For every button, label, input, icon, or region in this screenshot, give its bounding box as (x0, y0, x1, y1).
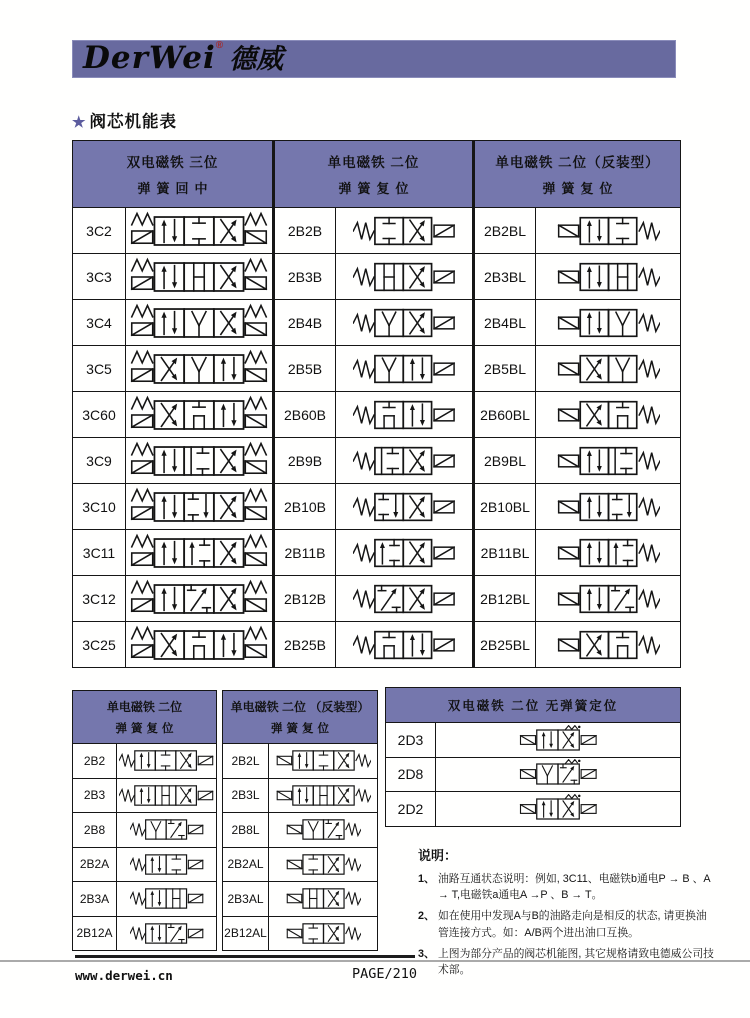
group-header-line1: 单电磁铁 二位 (327, 155, 420, 170)
valve-symbol-cell (126, 622, 274, 668)
valve-symbol-2B9BL-icon (557, 441, 660, 481)
valve-code-cell: 2B25BL (474, 622, 536, 668)
group-header-line2: 弹簧复位 (542, 181, 619, 196)
valve-symbol-2B11B-icon (353, 533, 456, 573)
valve-code-cell: 2B11BL (474, 530, 536, 576)
spool-function-table (72, 140, 681, 668)
notes-heading: 说明： (418, 848, 458, 863)
group-header-line1: 单电磁铁 二位 （反装型） (230, 700, 370, 714)
valve-symbol-cell (126, 438, 274, 484)
star-icon: ★ (72, 114, 87, 131)
valve-symbol-cell (536, 208, 681, 254)
section-title (72, 108, 177, 132)
valve-code-cell: 2B4BL (474, 300, 536, 346)
valve-symbol-2B8L-icon (286, 815, 361, 844)
note-number: 3、 (418, 947, 435, 960)
valve-symbol-2B25BL-icon (557, 625, 660, 665)
valve-symbol-cell (536, 622, 681, 668)
valve-symbol-2B8-icon (130, 815, 204, 844)
valve-code-cell: 2B60BL (474, 392, 536, 438)
group-header (73, 141, 274, 208)
valve-symbol-cell (536, 254, 681, 300)
valve-symbol-2B12BL-icon (557, 579, 660, 619)
valve-symbol-cell (536, 530, 681, 576)
group-header-line2: 弹簧复位 (115, 723, 178, 735)
valve-symbol-2B4B-icon (353, 303, 456, 343)
group-header-line1: 单电磁铁 二位（反装型） (495, 155, 660, 170)
valve-symbol-2D8-icon (519, 759, 597, 789)
valve-symbol-cell (126, 392, 274, 438)
valve-symbol-cell (336, 484, 474, 530)
valve-symbol-cell (126, 530, 274, 576)
valve-symbol-2B25B-icon (353, 625, 456, 665)
brand-chinese-text: 德威 (229, 44, 284, 75)
valve-symbol-cell (336, 300, 474, 346)
valve-symbol-3C5-icon (130, 348, 268, 390)
valve-symbol-2B10B-icon (353, 487, 456, 527)
valve-symbol-cell (336, 622, 474, 668)
valve-code-cell: 3C4 (73, 300, 126, 346)
valve-symbol-cell (117, 813, 217, 848)
valve-symbol-cell (536, 300, 681, 346)
valve-symbol-cell (336, 530, 474, 576)
valve-symbol-2B2L-icon (276, 746, 371, 775)
valve-code-cell: 2D3 (386, 723, 436, 758)
brand-script-text: DerWei (83, 40, 216, 76)
valve-code-cell: 2B3B (274, 254, 336, 300)
valve-symbol-cell (336, 392, 474, 438)
valve-symbol-2B2B-icon (353, 211, 456, 251)
single-solenoid-table-wrap (72, 690, 217, 951)
group-header (73, 691, 217, 744)
valve-symbol-cell (126, 300, 274, 346)
note-number: 2、 (418, 910, 435, 923)
valve-symbol-3C4-icon (130, 302, 268, 344)
valve-symbol-cell (117, 744, 217, 779)
note-text: 油路互通状态说明：例如, 3C11、电磁铁b通电P → B 、A → T,电磁铁a通电A →P 、B → T。 (438, 873, 710, 902)
valve-symbol-2B2AL-icon (286, 850, 361, 879)
valve-symbol-cell (536, 346, 681, 392)
note-text: 上图为部分产品的阀芯机能图, 其它规格请致电德威公司技术部。 (438, 947, 714, 976)
double-solenoid-detent-table-wrap (385, 687, 681, 827)
valve-symbol-2B3B-icon (353, 257, 456, 297)
valve-code-cell: 3C60 (73, 392, 126, 438)
valve-code-cell: 2D2 (386, 792, 436, 827)
valve-symbol-2B11BL-icon (557, 533, 660, 573)
valve-symbol-3C3-icon (130, 256, 268, 298)
valve-symbol-3C9-icon (130, 440, 268, 482)
group-header-line2: 弹簧回中 (137, 181, 214, 196)
valve-code-cell: 2B8L (223, 813, 269, 848)
group-header (474, 141, 681, 208)
valve-symbol-cell (436, 723, 681, 758)
valve-symbol-3C12-icon (130, 578, 268, 620)
valve-code-cell: 2B60B (274, 392, 336, 438)
valve-code-cell: 2B2AL (223, 847, 269, 882)
valve-symbol-cell (269, 847, 378, 882)
valve-code-cell: 2B2A (73, 847, 117, 882)
valve-code-cell: 3C11 (73, 530, 126, 576)
valve-symbol-2B12AL-icon (286, 919, 361, 948)
valve-code-cell: 2B3L (223, 778, 269, 813)
valve-symbol-2B60B-icon (353, 395, 456, 435)
single-solenoid-rev-table (222, 690, 378, 951)
valve-symbol-2B60BL-icon (557, 395, 660, 435)
valve-code-cell: 2B2BL (474, 208, 536, 254)
single-solenoid-table (72, 690, 217, 951)
group-header-line1: 单电磁铁 二位 (106, 700, 183, 714)
footer-website: www.derwei.cn (75, 968, 173, 983)
valve-code-cell: 2B25B (274, 622, 336, 668)
valve-code-cell: 2B2L (223, 744, 269, 779)
footer-rule-dark (75, 955, 415, 958)
valve-symbol-cell (117, 778, 217, 813)
valve-code-cell: 3C5 (73, 346, 126, 392)
valve-symbol-2B9B-icon (353, 441, 456, 481)
valve-symbol-2B12B-icon (353, 579, 456, 619)
valve-symbol-cell (436, 757, 681, 792)
valve-symbol-2B3BL-icon (557, 257, 660, 297)
valve-code-cell: 2B12BL (474, 576, 536, 622)
valve-symbol-2B5BL-icon (557, 349, 660, 389)
note-text: 如在使用中发现A与B的油路走向是相反的状态, 请更换油管连接方式。如：A/B两个进出油口互换。 (438, 910, 707, 939)
valve-symbol-2B4BL-icon (557, 303, 660, 343)
valve-symbol-cell (126, 484, 274, 530)
valve-code-cell: 2B3 (73, 778, 117, 813)
valve-symbol-cell (536, 484, 681, 530)
valve-symbol-cell (269, 882, 378, 917)
brand-logo (83, 37, 283, 76)
brand-banner (72, 40, 676, 78)
note-number: 1、 (418, 873, 435, 885)
valve-symbol-cell (269, 916, 378, 951)
valve-symbol-3C25-icon (130, 624, 268, 666)
valve-code-cell: 2B2B (274, 208, 336, 254)
valve-symbol-cell (336, 254, 474, 300)
valve-symbol-3C10-icon (130, 486, 268, 528)
single-solenoid-rev-table-wrap (222, 690, 378, 951)
valve-symbol-2D3-icon (519, 725, 597, 755)
valve-code-cell: 2B10BL (474, 484, 536, 530)
valve-symbol-cell (336, 208, 474, 254)
valve-symbol-2B10BL-icon (557, 487, 660, 527)
valve-code-cell: 3C12 (73, 576, 126, 622)
valve-symbol-2B2A-icon (130, 850, 204, 879)
notes-list (418, 871, 714, 978)
valve-symbol-2B3-icon (119, 781, 214, 810)
valve-code-cell: 2B8 (73, 813, 117, 848)
valve-symbol-cell (536, 438, 681, 484)
valve-symbol-2B2-icon (119, 746, 214, 775)
valve-symbol-2D2-icon (519, 794, 597, 824)
valve-code-cell: 2B12AL (223, 916, 269, 951)
spool-function-table-wrap (72, 140, 681, 668)
valve-symbol-cell (117, 882, 217, 917)
valve-symbol-2B12A-icon (130, 919, 204, 948)
valve-code-cell: 2B9BL (474, 438, 536, 484)
valve-code-cell: 3C3 (73, 254, 126, 300)
valve-symbol-cell (269, 778, 378, 813)
valve-code-cell: 3C10 (73, 484, 126, 530)
registered-mark-icon: ® (215, 40, 224, 51)
note-item (418, 908, 714, 940)
valve-symbol-cell (336, 438, 474, 484)
valve-symbol-cell (336, 576, 474, 622)
notes-section (418, 845, 714, 983)
valve-symbol-cell (117, 916, 217, 951)
valve-symbol-cell (269, 744, 378, 779)
valve-symbol-2B2BL-icon (557, 211, 660, 251)
group-header-line2: 弹簧复位 (271, 723, 333, 735)
group-header (223, 691, 378, 744)
group-header: 双电磁铁 二位 无弹簧定位 (386, 688, 681, 723)
valve-code-cell: 2B5B (274, 346, 336, 392)
section-title-text: 阀芯机能表 (89, 113, 177, 131)
valve-code-cell: 2B4B (274, 300, 336, 346)
valve-symbol-2B3A-icon (130, 884, 204, 913)
valve-symbol-cell (436, 792, 681, 827)
valve-symbol-cell (336, 346, 474, 392)
footer-rule-gray (0, 960, 750, 962)
valve-code-cell: 2B3A (73, 882, 117, 917)
valve-symbol-cell (536, 576, 681, 622)
valve-code-cell: 3C9 (73, 438, 126, 484)
valve-symbol-cell (269, 813, 378, 848)
note-item (418, 871, 714, 903)
valve-code-cell: 2B3AL (223, 882, 269, 917)
group-header (274, 141, 474, 208)
double-solenoid-detent-table (385, 687, 681, 827)
group-header-line1: 双电磁铁 三位 (126, 155, 219, 170)
valve-symbol-cell (126, 576, 274, 622)
footer-page-number: PAGE/210 (352, 966, 418, 982)
valve-symbol-cell (126, 208, 274, 254)
valve-symbol-cell (126, 346, 274, 392)
valve-symbol-cell (126, 254, 274, 300)
valve-code-cell: 2B2 (73, 744, 117, 779)
valve-symbol-cell (536, 392, 681, 438)
valve-code-cell: 2B12B (274, 576, 336, 622)
valve-symbol-2B3AL-icon (286, 884, 361, 913)
valve-code-cell: 2B12A (73, 916, 117, 951)
valve-code-cell: 2D8 (386, 757, 436, 792)
group-header-line2: 弹簧复位 (338, 181, 415, 196)
valve-symbol-3C2-icon (130, 210, 268, 252)
valve-symbol-3C60-icon (130, 394, 268, 436)
valve-code-cell: 3C2 (73, 208, 126, 254)
valve-symbol-cell (117, 847, 217, 882)
valve-code-cell: 2B10B (274, 484, 336, 530)
valve-code-cell: 3C25 (73, 622, 126, 668)
valve-symbol-3C11-icon (130, 532, 268, 574)
valve-code-cell: 2B5BL (474, 346, 536, 392)
valve-code-cell: 2B11B (274, 530, 336, 576)
valve-symbol-2B5B-icon (353, 349, 456, 389)
valve-code-cell: 2B3BL (474, 254, 536, 300)
valve-symbol-2B3L-icon (276, 781, 371, 810)
valve-code-cell: 2B9B (274, 438, 336, 484)
